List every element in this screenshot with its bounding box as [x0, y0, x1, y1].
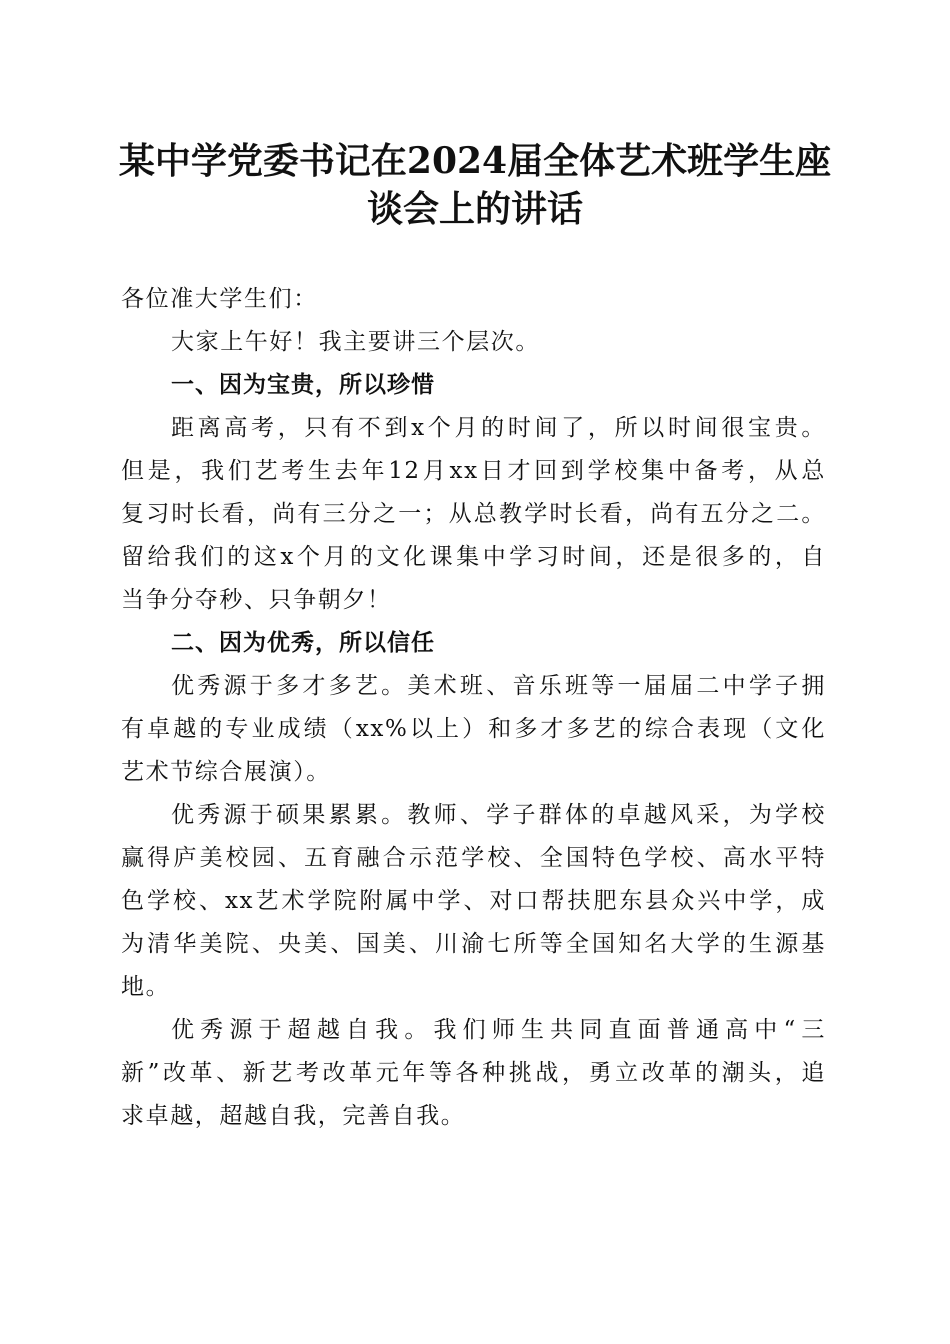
section-2-paragraph-3 [121, 1009, 826, 1138]
text-line: 优秀源于硕果累累。教师、学子群体的卓越风采，为学校 [171, 802, 826, 828]
text-line: 优秀源于多才多艺。美术班、音乐班等一届届二中学子拥 [171, 673, 826, 699]
text-line: 当争分夺秒、只争朝夕！ [121, 587, 392, 613]
section-2-heading: 二、因为优秀，所以信任 [171, 630, 435, 656]
section-2-paragraph-1 [121, 665, 826, 794]
text-line: 色学校、xx艺术学院附属中学、对口帮扶肥东县众兴中学，成 [121, 888, 826, 914]
section-1-heading: 一、因为宝贵，所以珍惜 [171, 372, 435, 398]
text-line: 但是，我们艺考生去年12月xx日才回到学校集中备考，从总 [121, 458, 826, 484]
text-line: 艺术节综合展演）。 [121, 759, 331, 785]
text-line: 优秀源于超越自我。我们师生共同直面普通高中“三 [171, 1017, 826, 1043]
salutation: 各位准大学生们： [121, 286, 318, 312]
text-line: 新”改革、新艺考改革元年等各种挑战，勇立改革的潮头，追 [121, 1060, 826, 1086]
document-title-line-2: 谈会上的讲话 [366, 188, 583, 230]
greeting-paragraph: 大家上午好！我主要讲三个层次。 [171, 329, 540, 355]
section-1-paragraph [121, 407, 826, 622]
document-body [121, 278, 826, 1138]
text-line: 有卓越的专业成绩（xx%以上）和多才多艺的综合表现（文化 [121, 716, 826, 742]
text-line: 复习时长看，尚有三分之一；从总教学时长看，尚有五分之二。 [121, 501, 826, 527]
document-title-line-1: 某中学党委书记在2024届全体艺术班学生座 [118, 140, 832, 182]
text-line: 留给我们的这x个月的文化课集中学习时间，还是很多的，自 [121, 544, 826, 570]
text-line: 距离高考，只有不到x个月的时间了，所以时间很宝贵。 [171, 415, 826, 441]
text-line: 地。 [121, 974, 171, 1000]
text-line: 为清华美院、央美、国美、川渝七所等全国知名大学的生源基 [121, 931, 826, 957]
text-line: 赢得庐美校园、五育融合示范学校、全国特色学校、高水平特 [121, 845, 826, 871]
section-2-paragraph-2 [121, 794, 826, 1009]
text-line: 求卓越，超越自我，完善自我。 [121, 1103, 466, 1129]
